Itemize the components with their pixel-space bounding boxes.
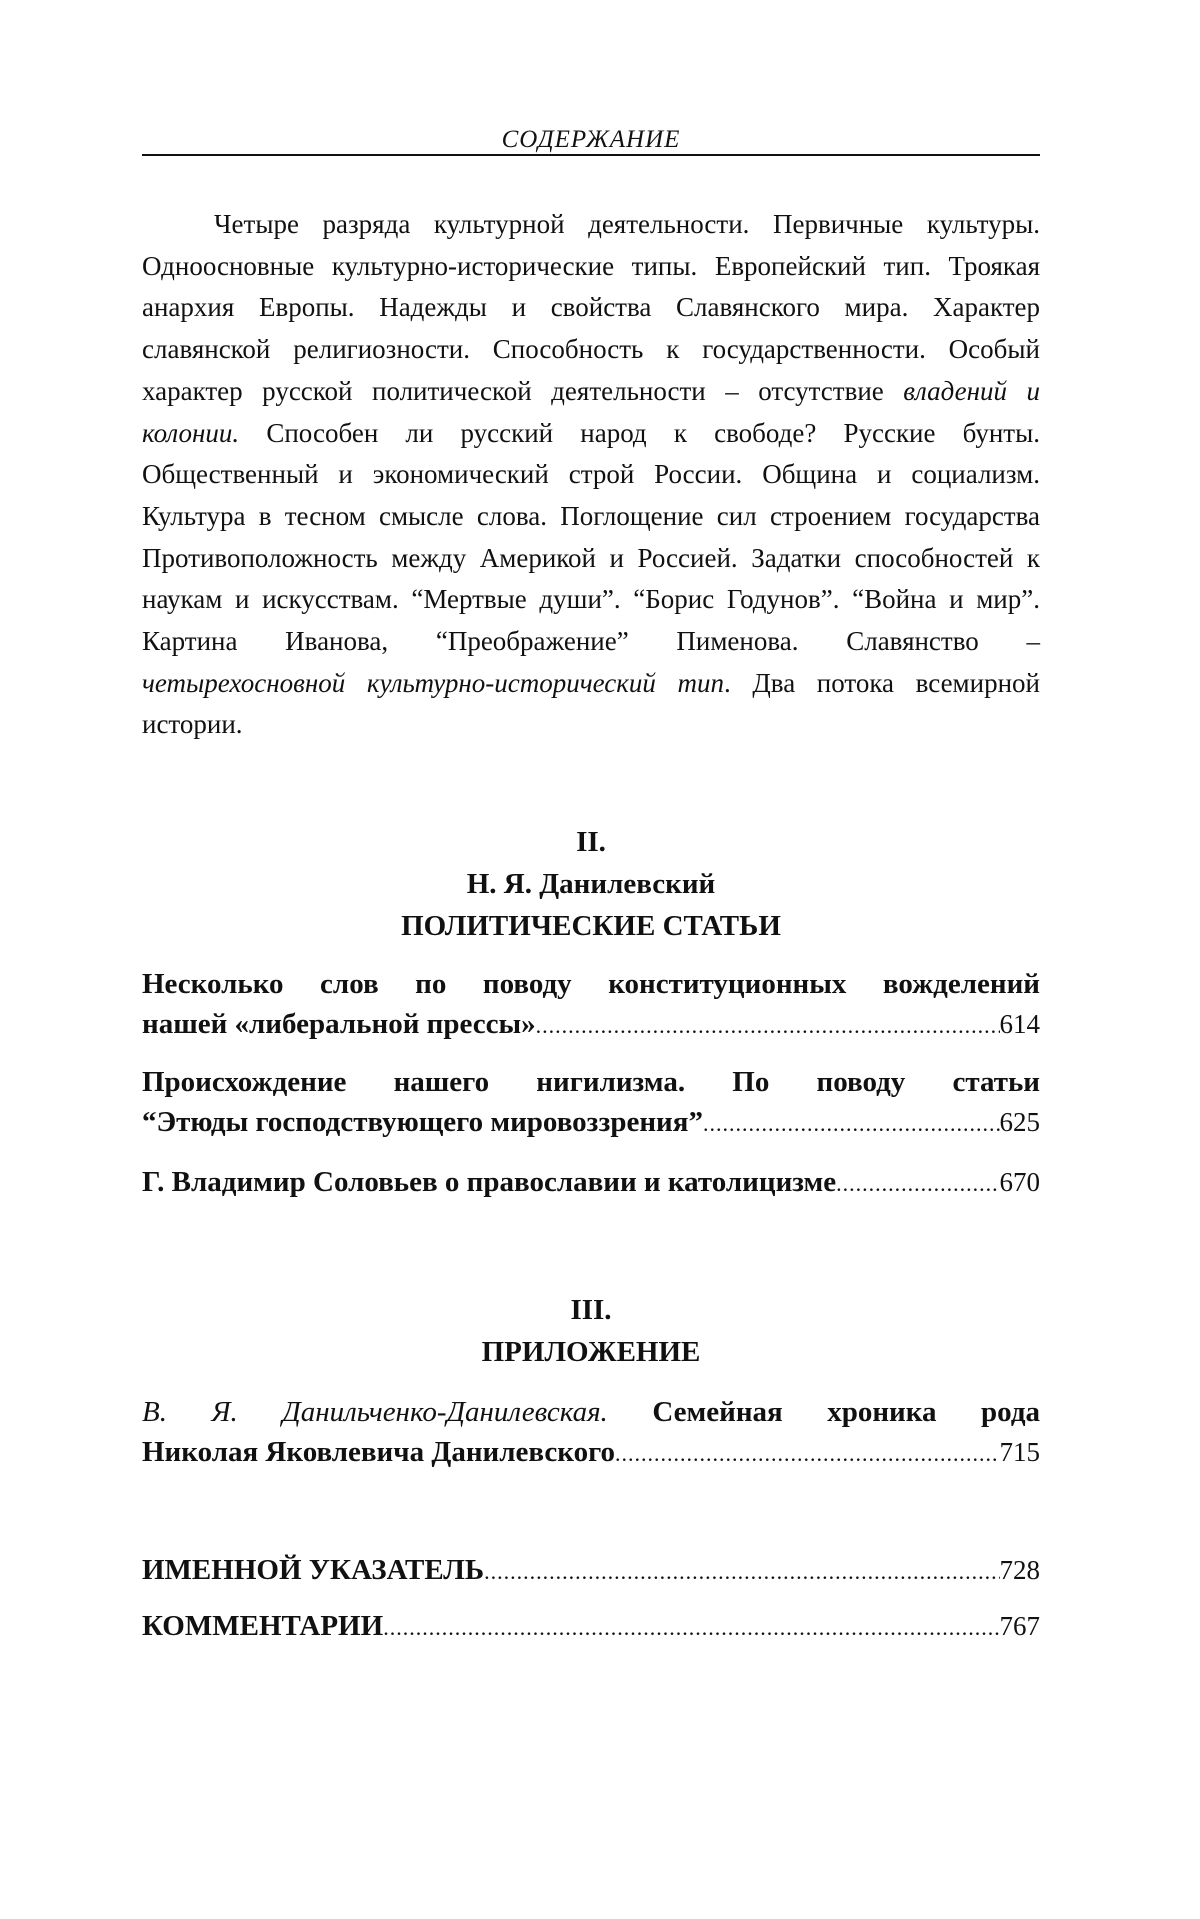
- toc-entry-line2: нашей «либеральной прессы»: [142, 1008, 536, 1040]
- toc-entry-leader-line: [142, 1550, 1040, 1592]
- leader-dots: [615, 1434, 999, 1474]
- toc-entry-page: 767: [999, 1611, 1040, 1641]
- toc-entry[interactable]: [142, 1162, 1040, 1204]
- leader-dots: [536, 1006, 1000, 1046]
- summary-italic-1: владений и колонии.: [142, 375, 1040, 448]
- toc-entry-leader-line: [142, 1606, 1040, 1648]
- leader-dots: [383, 1608, 999, 1648]
- section-2-author: Н. Я. Данилевский: [466, 868, 716, 900]
- header-rule: [142, 154, 1040, 156]
- toc-entry-name-index[interactable]: [142, 1550, 1040, 1592]
- summary-italic-2: четырехосновной культурно-исторический тип: [142, 667, 725, 698]
- toc-entry-title: ИМЕННОЙ УКАЗАТЕЛЬ: [142, 1554, 485, 1586]
- toc-entry-page: 715: [999, 1437, 1040, 1467]
- toc-entry-line1: [142, 1392, 1040, 1432]
- toc-entry-line1: Происхождение нашего нигилизма. По поводу статьи: [142, 1066, 1040, 1098]
- leader-dots: [836, 1164, 999, 1204]
- toc-entry-line1: Несколько слов по поводу конституционных вожделений: [142, 968, 1040, 1000]
- toc-entry-leader-line: [142, 1162, 1040, 1204]
- toc-entry-title-start: Семейная хроника рода: [652, 1396, 1040, 1428]
- section-3-numeral: III.: [570, 1294, 612, 1326]
- toc-entry-author: В. Я. Данильченко-Данилевская.: [142, 1396, 608, 1428]
- toc-entry[interactable]: [142, 1062, 1040, 1144]
- toc-entry-page: 614: [999, 1009, 1040, 1039]
- toc-entry-page: 728: [999, 1555, 1040, 1585]
- toc-entry-leader-line: [142, 1432, 1040, 1474]
- toc-entry-leader-line: [142, 1102, 1040, 1144]
- summary-paragraph: [142, 204, 1040, 746]
- toc-entry[interactable]: [142, 1392, 1040, 1474]
- toc-entry[interactable]: [142, 964, 1040, 1046]
- toc-entry-line2: “Этюды господствующего мировоззрения”: [142, 1106, 703, 1138]
- toc-entry-commentary[interactable]: [142, 1606, 1040, 1648]
- toc-entry-page: 670: [999, 1167, 1040, 1197]
- toc-entry-title: Г. Владимир Соловьев о православии и католицизме: [142, 1166, 837, 1198]
- summary-text-1: Четыре разряда культурной деятельности. Первичные культуры. Одноосновные культурно-исторические типы. Европейский тип. Троякая анархия Европы. Надежды и свойства Славянского мира. Характер славянской религиозности. Способность к государственности. Особый характер русской политической деятельности – отсутствие: [142, 209, 1040, 406]
- summary-text-3: . Два потока всемирной истории.: [142, 667, 1040, 740]
- section-2-numeral: II.: [576, 826, 606, 858]
- section-3-title: ПРИЛОЖЕНИЕ: [481, 1336, 701, 1368]
- leader-dots: [484, 1552, 999, 1592]
- toc-entry-title: КОММЕНТАРИИ: [142, 1610, 384, 1642]
- section-2-title: ПОЛИТИЧЕСКИЕ СТАТЬИ: [401, 910, 781, 942]
- toc-entry-leader-line: [142, 1004, 1040, 1046]
- leader-dots: [703, 1104, 1000, 1144]
- summary-text-2: Способен ли русский народ к свободе? Русские бунты. Общественный и экономический строй России. Община и социализм. Культура в тесном смысле слова. Поглощение сил строением государства Противоположность между Америкой и Россией. Задатки способностей к наукам и искусствам. “Мертвые души”. “Борис Годунов”. “Война и мир”. Картина Иванова, “Преображение” Пименова. Славянство –: [142, 417, 1040, 657]
- running-title: СОДЕРЖАНИЕ: [501, 126, 681, 153]
- toc-entry-page: 625: [999, 1107, 1040, 1137]
- toc-entry-line2: Николая Яковлевича Данилевского: [142, 1436, 616, 1468]
